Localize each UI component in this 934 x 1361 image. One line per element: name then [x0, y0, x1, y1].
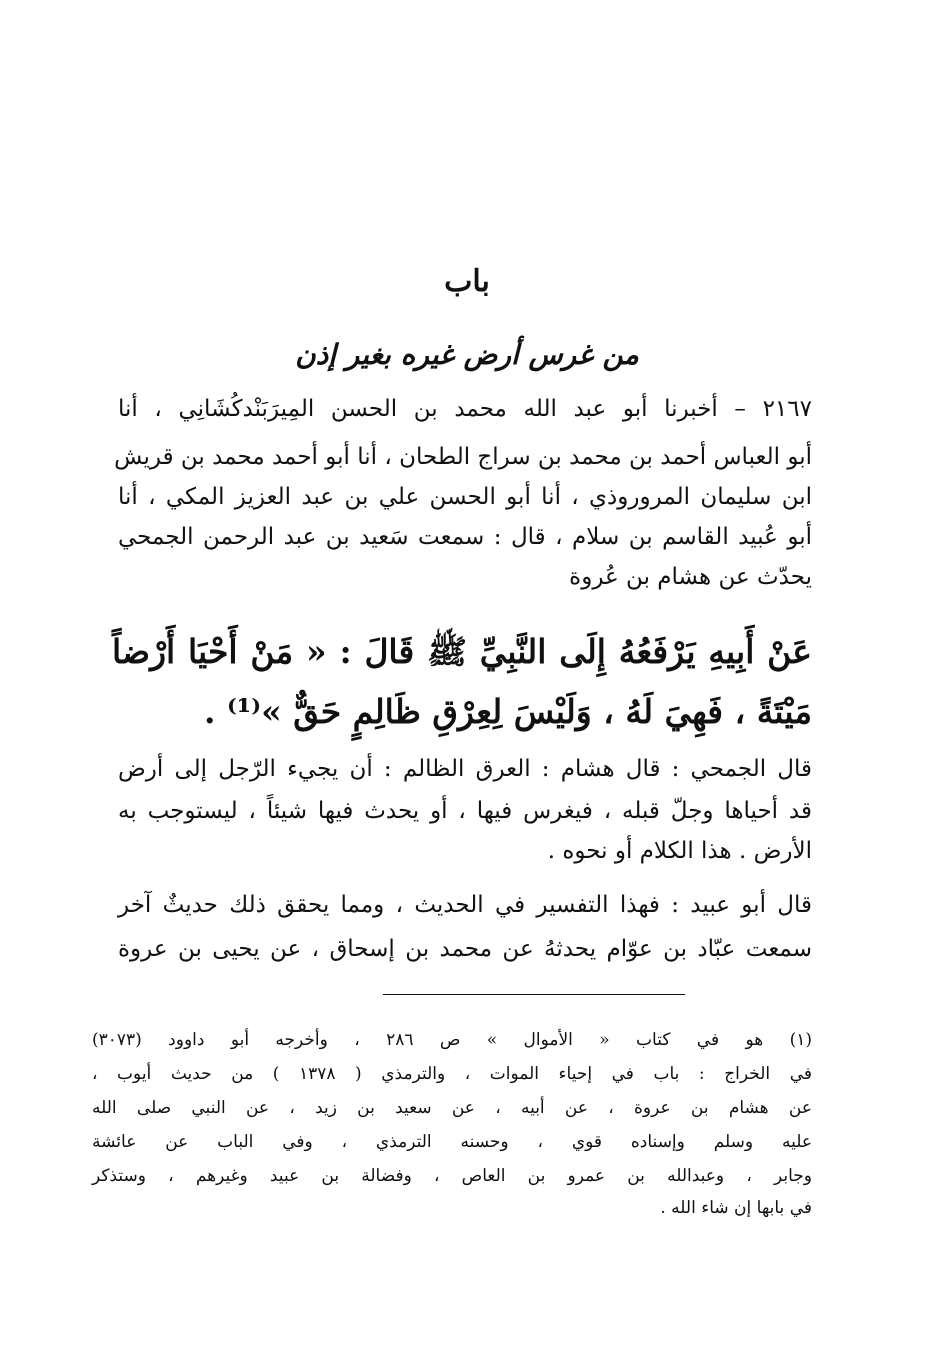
isnad-line: أبو عُبيد القاسم بن سلام ، قال : سمعت سَعيد بن عبد الرحمن الجمحي	[118, 524, 812, 550]
chapter-title: من غرس أرض غيره بغير إذن	[295, 338, 639, 371]
footnote-line: وجابر ، وعبدالله بن عمرو بن العاص ، وفضالة بن عبيد وغيرهم ، وستذكر	[92, 1166, 812, 1186]
commentary-line: سمعت عبّاد بن عوّام يحدثهُ عن محمد بن إسحاق ، عن يحيى بن عروة	[118, 936, 812, 962]
isnad-line: يحدّث عن هشام بن عُروة	[569, 564, 812, 590]
isnad-line: أبو العباس أحمد بن محمد بن سراج الطحان ، أنا أبو أحمد محمد بن قريش	[114, 444, 812, 470]
commentary-line: قال أبو عبيد : فهذا التفسير في الحديث ، ومما يحقق ذلك حديثٌ آخر	[118, 892, 812, 918]
isnad-line: ابن سليمان المروروذي ، أنا أبو الحسن علي بن عبد العزيز المكي ، أنا	[118, 484, 812, 510]
commentary-line: الأرض . هذا الكلام أو نحوه .	[547, 838, 812, 864]
commentary-line: قد أحياها وجلّ قبله ، فيغرس فيها ، أو يحدث فيها شيئاً ، ليستوجب به	[118, 798, 812, 824]
commentary-line: قال الجمحي : قال هشام : العرق الظالم : أن يجيء الرّجل إلى أرض	[118, 756, 812, 782]
hadith-line: عَنْ أَبِيهِ يَرْفَعُهُ إِلَى النَّبِيِّ ﷺ قَالَ : « مَنْ أَحْيَا أَرْضاً	[112, 632, 812, 671]
isnad-line: ٢١٦٧ – أخبرنا أبو عبد الله محمد بن الحسن المِيرَبَنْدكُشَانِي ، أنا	[118, 396, 812, 422]
footnote-line: عليه وسلم وإسناده قوي ، وحسنه الترمذي ، وفي الباب عن عائشة	[92, 1132, 812, 1152]
footnote-line: في الخراج : باب في إحياء الموات ، والترمذي ( ١٣٧٨ ) من حديث أيوب ،	[92, 1064, 812, 1084]
chapter-heading: باب	[444, 264, 490, 299]
footnote-line: (١) هو في كتاب « الأموال » ص ٢٨٦ ، وأخرجه أبو داوود (٣٠٧٣)	[92, 1030, 812, 1050]
hadith-line: مَيْتَةً ، فَهِيَ لَهُ ، وَلَيْسَ لِعِرْقِ ظَالِمٍ حَقٌّ »⁽¹⁾ .	[203, 692, 812, 731]
footnote-divider	[383, 994, 685, 995]
footnote-line: في بابها إن شاء الله .	[660, 1198, 812, 1218]
footnote-line: عن هشام بن عروة ، عن أبيه ، عن سعيد بن زيد ، عن النبي صلى الله	[92, 1098, 812, 1118]
